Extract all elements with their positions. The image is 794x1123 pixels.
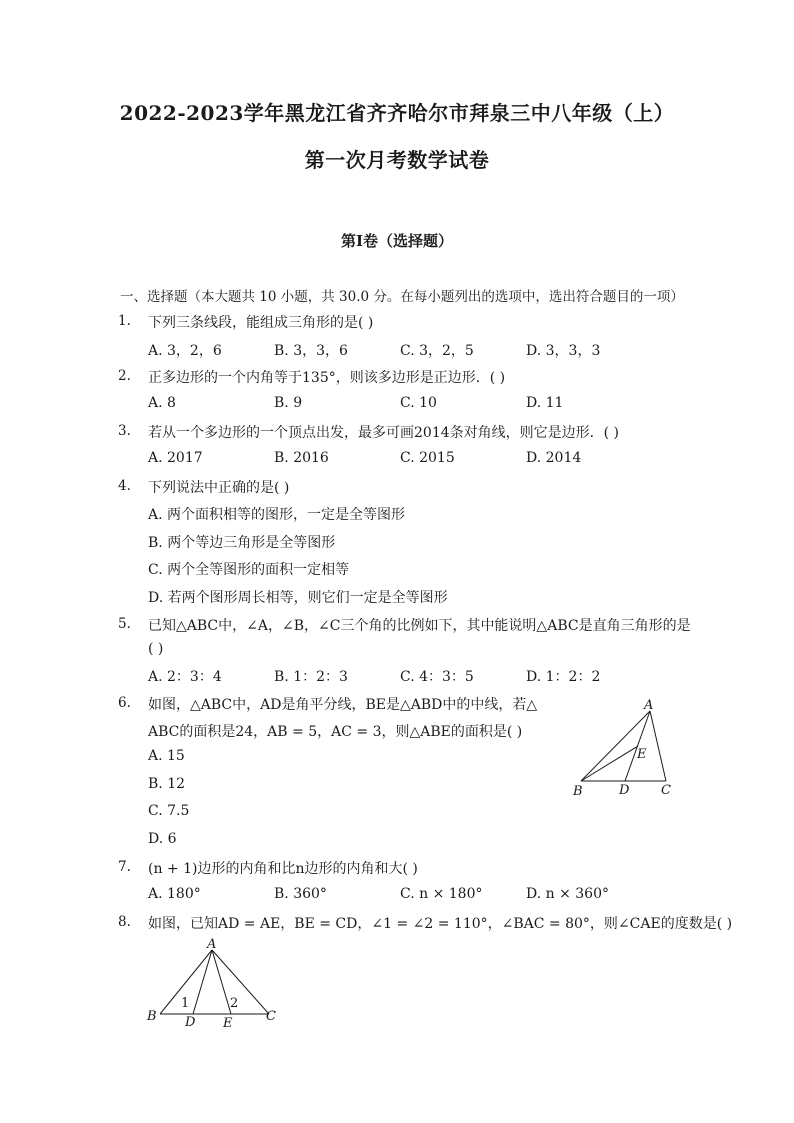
- option-a: A. 2017: [148, 450, 203, 466]
- segment-ac: [650, 711, 666, 781]
- label-b: B: [573, 784, 583, 799]
- label-c: C: [266, 1009, 276, 1024]
- exam-title-line1: 2022-2023学年黑龙江省齐齐哈尔市拜泉三中八年级（上）: [119, 101, 675, 125]
- figure-triangle-abc: [560, 695, 690, 805]
- segment-ac: [212, 950, 269, 1014]
- option-c: C. 7.5: [148, 803, 190, 819]
- question-text: 下列说法中正确的是( ): [148, 480, 290, 496]
- option-d: D. 2014: [526, 450, 582, 466]
- section-title: 第Ⅰ卷（选择题）: [340, 232, 454, 250]
- option-d: D. 3，3，3: [526, 343, 601, 359]
- option-c: C. n × 180°: [400, 886, 483, 902]
- label-c: C: [661, 783, 671, 798]
- option-b: B. 360°: [274, 886, 327, 902]
- question-text-line1: 已知△ABC中，∠A，∠B，∠C三个角的比例如下，其中能说明△ABC是直角三角形的是: [148, 618, 691, 634]
- label-d: D: [619, 783, 630, 798]
- option-c: C. 4：3：5: [400, 669, 474, 685]
- option-d: D. 11: [526, 395, 564, 411]
- question-number: 1.: [118, 313, 131, 329]
- option-b: B. 2016: [274, 450, 329, 466]
- question-number: 3.: [118, 423, 131, 439]
- label-a: A: [207, 937, 217, 952]
- option-a: A. 3，2，6: [148, 343, 222, 359]
- option-c: C. 3，2，5: [400, 343, 474, 359]
- question-text-line2: ( ): [148, 641, 164, 657]
- segment-ae: [212, 950, 231, 1014]
- label-b: B: [147, 1009, 157, 1024]
- option-b: B. 9: [274, 395, 303, 411]
- question-text: (n + 1)边形的内角和比n边形的内角和大( ): [148, 861, 418, 877]
- option-b: B. 12: [148, 776, 186, 792]
- option-b: B. 3，3，6: [274, 343, 348, 359]
- label-a: A: [644, 698, 654, 713]
- option-c: C. 2015: [400, 450, 455, 466]
- option-d: D. n × 360°: [526, 886, 609, 902]
- question-text: 下列三条线段，能组成三角形的是( ): [148, 315, 374, 331]
- option-a: A. 15: [148, 748, 185, 764]
- option-a: A. 180°: [148, 886, 201, 902]
- segment-be: [581, 746, 638, 781]
- label-angle1: 1: [181, 996, 190, 1011]
- option-b: B. 1：2：3: [274, 669, 348, 685]
- question-number: 8.: [118, 914, 131, 930]
- label-d: D: [185, 1015, 196, 1030]
- question-number: 4.: [118, 478, 131, 494]
- option-a: A. 8: [148, 395, 176, 411]
- question-text: 正多边形的一个内角等于135°，则该多边形是正边形．( ): [148, 370, 506, 386]
- label-e: E: [223, 1016, 233, 1030]
- exam-title-line2: 第一次月考数学试卷: [304, 148, 490, 172]
- option-d: D. 6: [148, 831, 177, 847]
- question-text-line2: ABC的面积是24，AB = 5，AC = 3，则△ABE的面积是( ): [148, 724, 523, 740]
- question-number: 7.: [118, 859, 131, 875]
- option-c: C. 两个全等图形的面积一定相等: [148, 562, 350, 578]
- option-d: D. 若两个图形周长相等，则它们一定是全等图形: [148, 590, 448, 606]
- option-a: A. 2：3：4: [148, 669, 222, 685]
- question-text: 如图，已知AD = AE，BE = CD，∠1 = ∠2 = 110°，∠BAC = 80°，则∠CAE的度数是( ): [148, 916, 733, 932]
- question-text: 若从一个多边形的一个顶点出发，最多可画2014条对角线，则它是边形．( ): [148, 425, 620, 441]
- option-b: B. 两个等边三角形是全等图形: [148, 535, 336, 551]
- segment-ab: [581, 711, 650, 781]
- label-e: E: [637, 747, 647, 762]
- section-instructions: 一、选择题（本大题共 10 小题，共 30.0 分。在每小题列出的选项中，选出符合题目的一项）: [120, 289, 684, 305]
- question-number: 6.: [118, 695, 131, 711]
- option-c: C. 10: [400, 395, 437, 411]
- option-d: D. 1：2：2: [526, 669, 601, 685]
- option-a: A. 两个面积相等的图形，一定是全等图形: [148, 507, 406, 523]
- figure-triangle-bac: [140, 935, 290, 1030]
- question-number: 5.: [118, 616, 131, 632]
- question-number: 2.: [118, 368, 131, 384]
- segment-ad: [193, 950, 212, 1014]
- label-angle2: 2: [230, 996, 239, 1011]
- question-text-line1: 如图，△ABC中，AD是角平分线，BE是△ABD中的中线，若△: [148, 697, 538, 713]
